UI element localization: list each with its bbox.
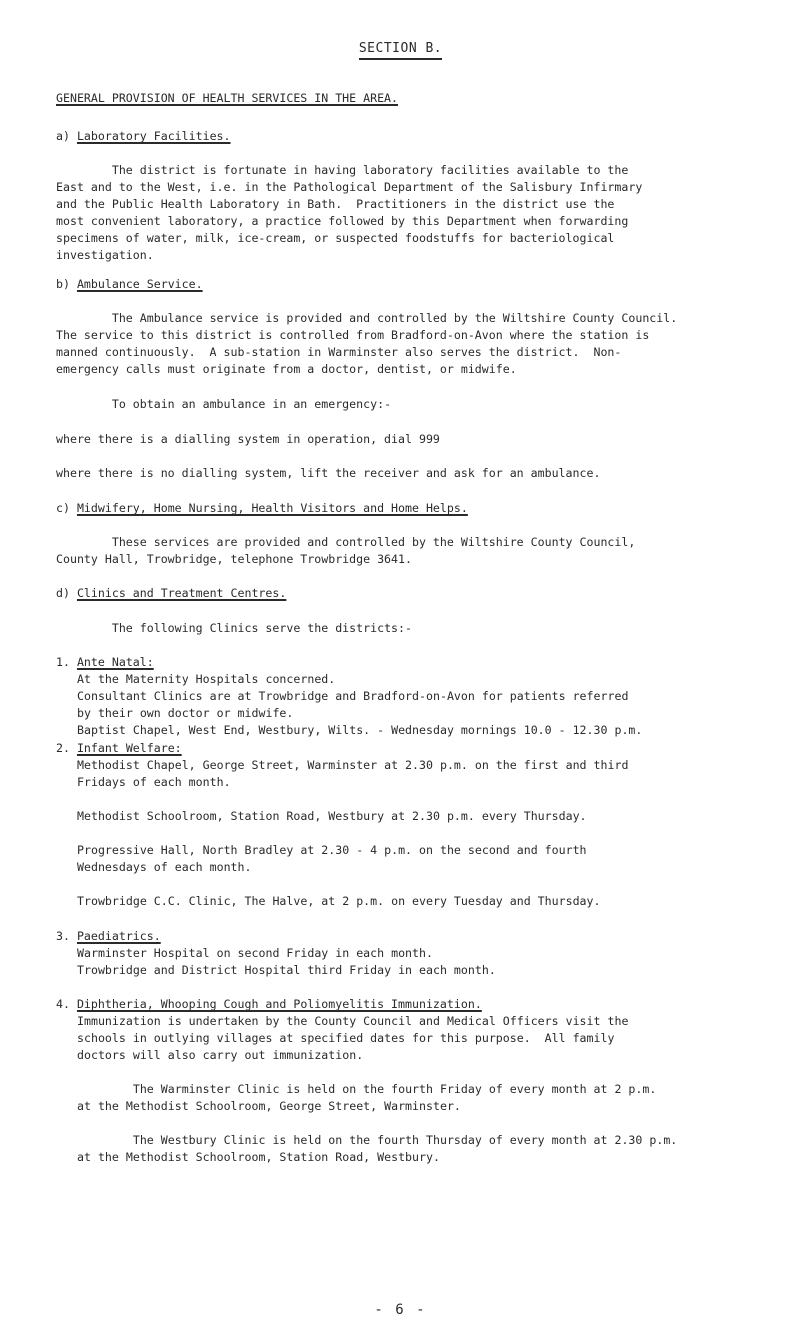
clinic-item-num: 4.	[56, 997, 77, 1011]
midwifery-heading	[56, 500, 781, 517]
midwifery-heading-text: Midwifery, Home Nursing, Health Visitors and Home Helps.	[76, 501, 468, 515]
clinics-heading-prefix: d)	[56, 586, 77, 600]
clinic-item-body: Methodist Chapel, George Street, Warminster at 2.30 p.m. on the first and third Fridays of each month. Methodist Schoolroom, Station Road, Westbury at 2.30 p.m. every Thursday. Progressive Hall, North Bradley at 2.30 - 4 p.m. on the second and fourth Wednesdays of each month. Trowbridge C.C. Clinic, The Halve, at 2 p.m. on every Tuesday and Thursday.	[77, 758, 629, 908]
clinic-item-num: 2.	[56, 741, 77, 755]
clinic-item-title	[56, 740, 781, 757]
lab-heading	[56, 128, 781, 145]
page-number: - 6 -	[374, 1302, 427, 1318]
clinic-item-heading: Paediatrics.	[76, 929, 161, 943]
ambulance-obtain: To obtain an ambulance in an emergency:-	[56, 397, 392, 411]
ambulance-heading	[56, 276, 781, 293]
lab-heading-prefix: a)	[56, 129, 77, 143]
section-title-text: SECTION B.	[359, 40, 442, 60]
ambulance-dial: where there is a dialling system in operation, dial 999	[56, 432, 440, 446]
clinic-item-heading: Diphtheria, Whooping Cough and Poliomyelitis Immunization.	[76, 997, 482, 1011]
ambulance-body: The Ambulance service is provided and controlled by the Wiltshire County Council. The service to this district is controlled from Bradford-on-Avon where the station is manned continuously. A sub-station in Warminster also serves the district. Non- emergency calls must originate from a doctor, dentist, or midwife.	[56, 311, 678, 376]
clinics-heading-text: Clinics and Treatment Centres.	[76, 586, 287, 600]
lab-heading-text: Laboratory Facilities.	[76, 129, 231, 143]
clinic-item-heading: Infant Welfare:	[76, 741, 182, 755]
clinic-item-num: 1.	[56, 655, 77, 669]
ambulance-heading-prefix: b)	[56, 277, 77, 291]
clinics-heading	[56, 585, 781, 602]
clinic-item-body: Immunization is undertaken by the County Council and Medical Officers visit the schools in outlying villages at specified dates for this purpose. All family doctors will also carry out immunization. The Warminster Clinic is held on the fourth Friday of every month at 2 p.m. at the Methodist Schoolroom, George Street, Warminster. The Westbury Clinic is held on the fourth Thursday of every month at 2.30 p.m. at the Methodist Schoolroom, Station Road, Westbury.	[77, 1014, 678, 1164]
midwifery-heading-prefix: c)	[56, 501, 77, 515]
lab-body: The district is fortunate in having laboratory facilities available to the East and to the West, i.e. in the Pathological Department of the Salisbury Infirmary and the Public Health Laboratory in Bath. Practitioners in the district use the most convenient laboratory, a practice followed by this Department when forwarding specimens of water, milk, ice-cream, or suspected foodstuffs for bacteriological investigation.	[56, 163, 643, 262]
main-heading: GENERAL PROVISION OF HEALTH SERVICES IN THE AREA.	[56, 91, 399, 105]
midwifery-body: These services are provided and controlled by the Wiltshire County Council, County Hall, Trowbridge, telephone Trowbridge 3641.	[56, 535, 636, 566]
section-title	[0, 40, 801, 60]
clinic-item-title	[56, 996, 781, 1013]
clinic-item-num: 3.	[56, 929, 77, 943]
ambulance-heading-text: Ambulance Service.	[76, 277, 203, 291]
clinics-intro: The following Clinics serve the districts:-	[56, 621, 412, 635]
clinic-item-body: At the Maternity Hospitals concerned. Consultant Clinics are at Trowbridge and Bradford-on-Avon for patients referred by their own doctor or midwife. Baptist Chapel, West End, Westbury, Wilts. - Wednesday mornings 10.0 - 12.30 p.m.	[77, 672, 643, 737]
clinic-item-heading: Ante Natal:	[76, 655, 154, 669]
ambulance-no-dial: where there is no dialling system, lift the receiver and ask for an ambulance.	[56, 466, 601, 480]
clinic-item-title	[56, 654, 781, 671]
clinic-item-body: Warminster Hospital on second Friday in each month. Trowbridge and District Hospital third Friday in each month.	[77, 946, 496, 977]
clinic-item-title	[56, 928, 781, 945]
